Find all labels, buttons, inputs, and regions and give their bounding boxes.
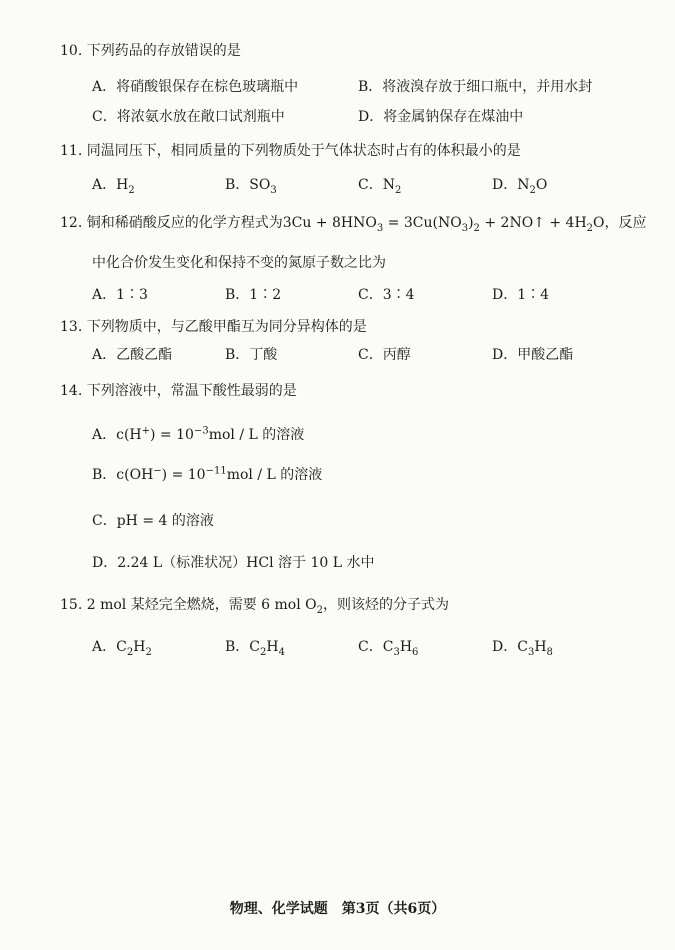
question-10 — [60, 40, 241, 60]
question-stem: 下列药品的存放错误的是 — [86, 43, 241, 59]
chemical-equation: $3Cu + 8HNO_3 = 3Cu(NO_3)_2$ + 2NO↑ + $4H_2O$，反应 — [282, 215, 647, 234]
question-stem: 下列物质中，与乙酸甲酯互为同分异构体的是 — [86, 319, 367, 335]
question-13 — [60, 316, 367, 336]
question-14 — [60, 380, 297, 400]
option-a: A．1∶3 — [92, 287, 148, 303]
question-12 — [60, 212, 647, 234]
question-11 — [60, 140, 521, 160]
option-d: D．1∶4 — [492, 287, 550, 303]
option-a: A．$H_2$ — [92, 177, 135, 196]
option-a: A．乙酸乙酯 — [92, 347, 173, 363]
option-a: A．$C_2H_2$ — [92, 639, 152, 658]
page-footer: 物理、化学试题 第3页（共6页） — [229, 901, 446, 917]
question-number: 15. — [60, 597, 83, 613]
question-stem: 同温同压下，相同质量的下列物质处于气体状态时占有的体积最小的是 — [86, 143, 521, 159]
option-d: D．$N_2O$ — [492, 177, 548, 196]
question-number: 11. — [60, 143, 83, 159]
option-b: B．将液溴存放于细口瓶中，并用水封 — [358, 79, 593, 95]
option-c: C．$N_2$ — [358, 177, 402, 196]
option-d: D．将金属钠保存在煤油中 — [358, 109, 524, 125]
option-c: C．pH = 4 的溶液 — [92, 513, 214, 529]
option-a: A．$c(H^+) = 10^{-3}mol / L$ 的溶液 — [92, 425, 305, 443]
option-c: C．将浓氨水放在敞口试剂瓶中 — [92, 109, 285, 125]
question-number: 14. — [60, 383, 83, 399]
option-a: A．将硝酸银保存在棕色玻璃瓶中 — [92, 79, 299, 95]
option-b: B．$c(OH^-) = 10^{-11}mol / L$ 的溶液 — [92, 465, 323, 483]
option-c: C．丙醇 — [358, 347, 411, 363]
question-stem: 2 mol 某烃完全燃烧，需要 6 mol $O_2$，则该烃的分子式为 — [86, 597, 449, 616]
question-number: 10. — [60, 43, 83, 59]
option-d: D．甲酸乙酯 — [492, 347, 574, 363]
question-stem-continued: 中化合价发生变化和保持不变的氮原子数之比为 — [92, 255, 386, 271]
option-b: B．1∶2 — [225, 287, 282, 303]
option-c: C．$C_3H_6$ — [358, 639, 419, 658]
question-number: 13. — [60, 319, 83, 335]
question-stem: 铜和稀硝酸反应的化学方程式为 — [86, 215, 283, 231]
option-d: D．2.24 L（标准状况）HCl 溶于 10 L 水中 — [92, 555, 375, 571]
option-d: D．$C_3H_8$ — [492, 639, 553, 658]
option-b: B．丁酸 — [225, 347, 278, 363]
option-b: B．$SO_3$ — [225, 177, 277, 196]
option-c: C．3∶4 — [358, 287, 415, 303]
question-15 — [60, 594, 449, 616]
question-number: 12. — [60, 215, 83, 231]
option-b: B．$C_2H_4$ — [225, 639, 285, 658]
question-stem: 下列溶液中，常温下酸性最弱的是 — [86, 383, 297, 399]
